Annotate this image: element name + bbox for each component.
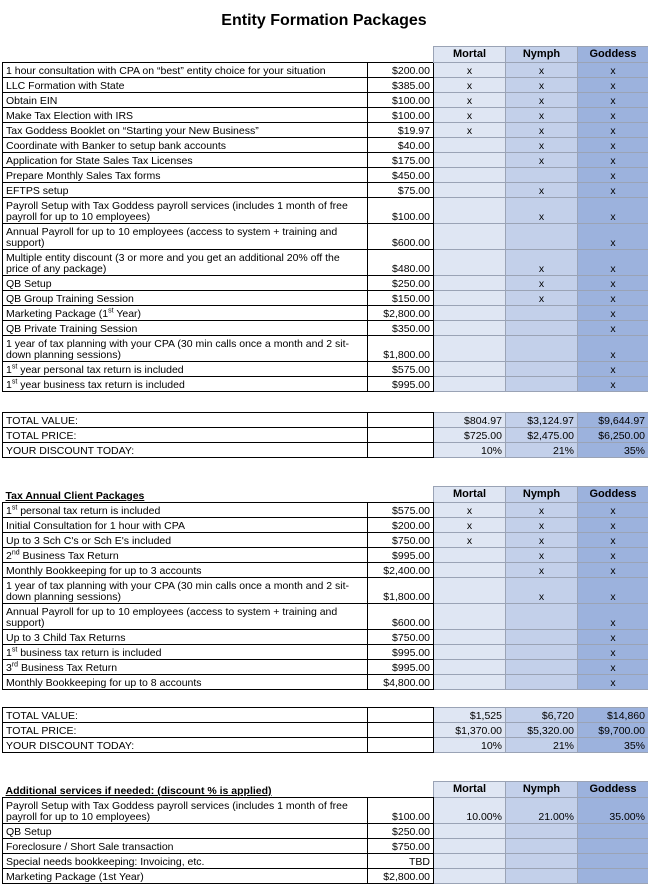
nymph-cell: x — [506, 138, 578, 153]
table-row — [3, 869, 648, 884]
table-row — [3, 108, 648, 123]
service-description: Annual Payroll for up to 10 employees (access to system + training and support) — [3, 224, 368, 250]
nymph-cell: x — [506, 578, 578, 604]
price-cell: $350.00 — [368, 321, 434, 336]
goddess-cell: x — [578, 250, 648, 276]
table-row — [3, 798, 648, 824]
table-row — [3, 78, 648, 93]
price-cell: $19.97 — [368, 123, 434, 138]
tax-totals-table — [2, 707, 648, 753]
mortal-total: $725.00 — [434, 428, 506, 443]
goddess-total: $9,700.00 — [578, 723, 648, 738]
service-description — [3, 377, 368, 392]
mortal-cell — [434, 645, 506, 660]
table-row — [3, 548, 648, 563]
nymph-cell — [506, 168, 578, 183]
table-row — [3, 675, 648, 690]
description-text: Marketing Package (1 — [6, 308, 109, 320]
service-description: QB Group Training Session — [3, 291, 368, 306]
goddess-cell: x — [578, 168, 648, 183]
table-row — [3, 224, 648, 250]
nymph-cell: x — [506, 123, 578, 138]
service-description: 1 hour consultation with CPA on “best” entity choice for your situation — [3, 63, 368, 78]
service-description — [3, 645, 368, 660]
description-text: 1 — [6, 505, 12, 517]
price-cell: TBD — [368, 854, 434, 869]
service-description: Application for State Sales Tax Licenses — [3, 153, 368, 168]
nymph-cell: x — [506, 250, 578, 276]
nymph-cell — [506, 604, 578, 630]
goddess-cell — [578, 869, 648, 884]
mortal-total: $1,370.00 — [434, 723, 506, 738]
goddess-cell: x — [578, 153, 648, 168]
price-cell: $2,400.00 — [368, 563, 434, 578]
mortal-cell — [434, 548, 506, 563]
table-row — [3, 839, 648, 854]
service-description: Annual Payroll for up to 10 employees (access to system + training and support) — [3, 604, 368, 630]
table-row — [3, 198, 648, 224]
nymph-cell: x — [506, 153, 578, 168]
mortal-cell — [434, 336, 506, 362]
price-cell: $175.00 — [368, 153, 434, 168]
goddess-cell: x — [578, 578, 648, 604]
price-cell: $750.00 — [368, 839, 434, 854]
service-description: Prepare Monthly Sales Tax forms — [3, 168, 368, 183]
goddess-cell: x — [578, 630, 648, 645]
ordinal-suffix: st — [108, 307, 114, 315]
table-row — [3, 362, 648, 377]
service-description: Foreclosure / Short Sale transaction — [3, 839, 368, 854]
price-cell: $100.00 — [368, 198, 434, 224]
mortal-cell — [434, 306, 506, 321]
mortal-cell — [434, 183, 506, 198]
header-spacer — [3, 47, 434, 63]
mortal-cell — [434, 377, 506, 392]
description-text: Year) — [113, 308, 142, 320]
service-description: Up to 3 Sch C's or Sch E's included — [3, 533, 368, 548]
mortal-cell — [434, 869, 506, 884]
table-row — [3, 578, 648, 604]
total-label: TOTAL VALUE: — [3, 413, 368, 428]
nymph-cell: x — [506, 548, 578, 563]
price-cell: $250.00 — [368, 276, 434, 291]
tax-packages-body — [3, 487, 648, 690]
goddess-cell: x — [578, 563, 648, 578]
mortal-cell — [434, 276, 506, 291]
price-cell: $995.00 — [368, 660, 434, 675]
mortal-total: 10% — [434, 443, 506, 458]
service-description: Tax Goddess Booklet on “Starting your New Business” — [3, 123, 368, 138]
goddess-total: 35% — [578, 443, 648, 458]
total-spacer — [368, 443, 434, 458]
table-row — [3, 153, 648, 168]
total-label: TOTAL PRICE: — [3, 428, 368, 443]
table-row — [3, 518, 648, 533]
total-label: TOTAL VALUE: — [3, 708, 368, 723]
column-header-goddess: Goddess — [578, 782, 648, 798]
mortal-cell — [434, 168, 506, 183]
goddess-cell — [578, 854, 648, 869]
mortal-cell: x — [434, 123, 506, 138]
entity-totals-table — [2, 412, 648, 458]
table-row — [3, 854, 648, 869]
nymph-cell — [506, 675, 578, 690]
table-row — [3, 503, 648, 518]
price-cell: $600.00 — [368, 224, 434, 250]
column-header-row — [3, 487, 648, 503]
section-title: Tax Annual Client Packages — [3, 487, 434, 503]
nymph-cell — [506, 660, 578, 675]
nymph-cell — [506, 321, 578, 336]
ordinal-suffix: st — [11, 646, 18, 654]
mortal-cell — [434, 198, 506, 224]
price-cell: $995.00 — [368, 548, 434, 563]
mortal-cell — [434, 630, 506, 645]
total-spacer — [368, 413, 434, 428]
table-row — [3, 604, 648, 630]
mortal-total: $1,525 — [434, 708, 506, 723]
description-text: 3 — [6, 662, 12, 674]
price-cell: $750.00 — [368, 533, 434, 548]
price-cell: $385.00 — [368, 78, 434, 93]
price-cell: $150.00 — [368, 291, 434, 306]
goddess-total: $14,860 — [578, 708, 648, 723]
service-description: Up to 3 Child Tax Returns — [3, 630, 368, 645]
mortal-total: 10% — [434, 738, 506, 753]
description-text: 1 — [6, 364, 12, 376]
service-description: QB Private Training Session — [3, 321, 368, 336]
goddess-cell: x — [578, 291, 648, 306]
description-text: personal tax return is included — [17, 505, 161, 517]
price-cell: $1,800.00 — [368, 578, 434, 604]
price-cell: $575.00 — [368, 362, 434, 377]
mortal-cell — [434, 224, 506, 250]
column-header-nymph: Nymph — [506, 487, 578, 503]
column-header-goddess: Goddess — [578, 47, 648, 63]
goddess-cell: x — [578, 63, 648, 78]
nymph-total: 21% — [506, 443, 578, 458]
service-description — [3, 660, 368, 675]
service-description — [3, 362, 368, 377]
nymph-cell: x — [506, 198, 578, 224]
price-cell: $100.00 — [368, 798, 434, 824]
table-row — [3, 276, 648, 291]
goddess-cell: x — [578, 533, 648, 548]
total-row — [3, 708, 648, 723]
price-cell: $1,800.00 — [368, 336, 434, 362]
mortal-cell: x — [434, 63, 506, 78]
goddess-cell: x — [578, 93, 648, 108]
nymph-cell: x — [506, 93, 578, 108]
table-row — [3, 336, 648, 362]
price-cell: $575.00 — [368, 503, 434, 518]
goddess-cell — [578, 824, 648, 839]
total-spacer — [368, 738, 434, 753]
goddess-cell: x — [578, 183, 648, 198]
nymph-cell — [506, 224, 578, 250]
page-title: Entity Formation Packages — [221, 12, 427, 29]
table-row — [3, 321, 648, 336]
description-text: 1 — [6, 647, 12, 659]
column-header-mortal: Mortal — [434, 487, 506, 503]
column-header-goddess: Goddess — [578, 487, 648, 503]
mortal-cell: x — [434, 518, 506, 533]
service-description: Monthly Bookkeeping for up to 3 accounts — [3, 563, 368, 578]
table-row — [3, 93, 648, 108]
mortal-cell — [434, 824, 506, 839]
service-description — [3, 503, 368, 518]
total-row — [3, 723, 648, 738]
table-row — [3, 824, 648, 839]
nymph-cell: x — [506, 291, 578, 306]
mortal-cell — [434, 854, 506, 869]
service-description: Payroll Setup with Tax Goddess payroll services (includes 1 month of free payroll for up to 10 employees) — [3, 198, 368, 224]
goddess-cell: x — [578, 123, 648, 138]
ordinal-suffix: st — [11, 378, 18, 386]
table-row — [3, 660, 648, 675]
goddess-cell: x — [578, 604, 648, 630]
nymph-cell — [506, 306, 578, 321]
section-title: Additional services if needed: (discount % is applied) — [3, 782, 434, 798]
nymph-cell — [506, 377, 578, 392]
nymph-cell — [506, 854, 578, 869]
mortal-cell — [434, 660, 506, 675]
ordinal-suffix: st — [11, 504, 18, 512]
service-description: LLC Formation with State — [3, 78, 368, 93]
table-row — [3, 306, 648, 321]
mortal-cell: 10.00% — [434, 798, 506, 824]
goddess-cell: x — [578, 362, 648, 377]
service-description: QB Setup — [3, 824, 368, 839]
goddess-total: $9,644.97 — [578, 413, 648, 428]
mortal-cell: x — [434, 108, 506, 123]
goddess-cell: x — [578, 138, 648, 153]
table-row — [3, 630, 648, 645]
service-description: Make Tax Election with IRS — [3, 108, 368, 123]
goddess-cell: x — [578, 675, 648, 690]
nymph-total: $6,720 — [506, 708, 578, 723]
goddess-cell: x — [578, 518, 648, 533]
mortal-cell — [434, 138, 506, 153]
description-text: Business Tax Return — [19, 550, 119, 562]
nymph-cell: x — [506, 533, 578, 548]
description-text: year personal tax return is included — [17, 364, 184, 376]
nymph-total: $5,320.00 — [506, 723, 578, 738]
nymph-cell: x — [506, 276, 578, 291]
mortal-cell — [434, 362, 506, 377]
total-row — [3, 738, 648, 753]
nymph-cell — [506, 362, 578, 377]
price-cell: $995.00 — [368, 377, 434, 392]
column-header-mortal: Mortal — [434, 782, 506, 798]
mortal-cell — [434, 839, 506, 854]
ordinal-suffix: rd — [11, 661, 19, 669]
mortal-cell: x — [434, 503, 506, 518]
mortal-cell — [434, 291, 506, 306]
price-cell: $200.00 — [368, 518, 434, 533]
service-description — [3, 548, 368, 563]
total-label: YOUR DISCOUNT TODAY: — [3, 443, 368, 458]
goddess-cell: x — [578, 78, 648, 93]
price-cell: $100.00 — [368, 93, 434, 108]
mortal-cell: x — [434, 93, 506, 108]
price-cell: $4,800.00 — [368, 675, 434, 690]
goddess-cell — [578, 839, 648, 854]
goddess-cell: x — [578, 198, 648, 224]
nymph-cell — [506, 336, 578, 362]
total-spacer — [368, 723, 434, 738]
column-header-nymph: Nymph — [506, 47, 578, 63]
table-row — [3, 563, 648, 578]
price-cell: $450.00 — [368, 168, 434, 183]
mortal-cell — [434, 153, 506, 168]
goddess-cell: x — [578, 548, 648, 563]
column-header-row — [3, 782, 648, 798]
total-label: TOTAL PRICE: — [3, 723, 368, 738]
description-text: 1 — [6, 379, 12, 391]
service-description: Payroll Setup with Tax Goddess payroll services (includes 1 month of free payroll for up to 10 employees) — [3, 798, 368, 824]
table-row — [3, 533, 648, 548]
goddess-cell: x — [578, 276, 648, 291]
mortal-cell — [434, 604, 506, 630]
entity-packages-table — [2, 46, 648, 392]
goddess-cell: x — [578, 660, 648, 675]
nymph-cell — [506, 824, 578, 839]
goddess-cell: x — [578, 321, 648, 336]
ordinal-suffix: nd — [11, 549, 20, 557]
service-description: Marketing Package (1st Year) — [3, 869, 368, 884]
column-header-nymph: Nymph — [506, 782, 578, 798]
price-cell: $200.00 — [368, 63, 434, 78]
total-label: YOUR DISCOUNT TODAY: — [3, 738, 368, 753]
mortal-cell — [434, 563, 506, 578]
tax-packages-table — [2, 486, 648, 690]
additional-services-body — [3, 782, 648, 884]
nymph-cell: x — [506, 518, 578, 533]
nymph-total: $3,124.97 — [506, 413, 578, 428]
tax-totals-body — [3, 708, 648, 753]
goddess-cell: x — [578, 224, 648, 250]
service-description: Monthly Bookkeeping for up to 8 accounts — [3, 675, 368, 690]
goddess-cell: x — [578, 377, 648, 392]
price-cell: $995.00 — [368, 645, 434, 660]
nymph-cell — [506, 630, 578, 645]
service-description: 1 year of tax planning with your CPA (30 min calls once a month and 2 sit-down planning sessions) — [3, 336, 368, 362]
price-cell: $750.00 — [368, 630, 434, 645]
nymph-total: $2,475.00 — [506, 428, 578, 443]
service-description: QB Setup — [3, 276, 368, 291]
additional-services-table — [2, 781, 648, 884]
nymph-cell: 21.00% — [506, 798, 578, 824]
goddess-total: $6,250.00 — [578, 428, 648, 443]
service-description: EFTPS setup — [3, 183, 368, 198]
total-spacer — [368, 428, 434, 443]
total-row — [3, 413, 648, 428]
nymph-total: 21% — [506, 738, 578, 753]
service-description: Multiple entity discount (3 or more and you get an additional 20% off the price of any package) — [3, 250, 368, 276]
table-row — [3, 123, 648, 138]
mortal-cell: x — [434, 533, 506, 548]
entity-totals-body — [3, 413, 648, 458]
service-description — [3, 306, 368, 321]
nymph-cell: x — [506, 78, 578, 93]
nymph-cell: x — [506, 108, 578, 123]
mortal-cell: x — [434, 78, 506, 93]
service-description: Coordinate with Banker to setup bank accounts — [3, 138, 368, 153]
goddess-total: 35% — [578, 738, 648, 753]
table-row — [3, 377, 648, 392]
total-spacer — [368, 708, 434, 723]
service-description: 1 year of tax planning with your CPA (30 min calls once a month and 2 sit-down planning sessions) — [3, 578, 368, 604]
goddess-cell: x — [578, 645, 648, 660]
description-text: business tax return is included — [17, 647, 162, 659]
description-text: Business Tax Return — [18, 662, 118, 674]
table-row — [3, 168, 648, 183]
mortal-total: $804.97 — [434, 413, 506, 428]
total-row — [3, 428, 648, 443]
goddess-cell: x — [578, 108, 648, 123]
goddess-cell: x — [578, 503, 648, 518]
mortal-cell — [434, 675, 506, 690]
service-description: Obtain EIN — [3, 93, 368, 108]
price-cell: $100.00 — [368, 108, 434, 123]
price-cell: $40.00 — [368, 138, 434, 153]
price-cell: $600.00 — [368, 604, 434, 630]
table-row — [3, 291, 648, 306]
price-cell: $480.00 — [368, 250, 434, 276]
nymph-cell: x — [506, 63, 578, 78]
table-row — [3, 63, 648, 78]
nymph-cell: x — [506, 503, 578, 518]
column-header-mortal: Mortal — [434, 47, 506, 63]
price-cell: $2,800.00 — [368, 306, 434, 321]
price-cell: $75.00 — [368, 183, 434, 198]
description-text: year business tax return is included — [17, 379, 185, 391]
price-cell: $250.00 — [368, 824, 434, 839]
nymph-cell: x — [506, 563, 578, 578]
price-cell: $2,800.00 — [368, 869, 434, 884]
mortal-cell — [434, 578, 506, 604]
nymph-cell — [506, 839, 578, 854]
table-row — [3, 138, 648, 153]
goddess-cell: 35.00% — [578, 798, 648, 824]
total-row — [3, 443, 648, 458]
service-description: Initial Consultation for 1 hour with CPA — [3, 518, 368, 533]
goddess-cell: x — [578, 336, 648, 362]
table-row — [3, 250, 648, 276]
nymph-cell: x — [506, 183, 578, 198]
entity-packages-body — [3, 47, 648, 392]
mortal-cell — [434, 321, 506, 336]
table-row — [3, 183, 648, 198]
column-header-row — [3, 47, 648, 63]
table-row — [3, 645, 648, 660]
mortal-cell — [434, 250, 506, 276]
ordinal-suffix: st — [11, 363, 18, 371]
goddess-cell: x — [578, 306, 648, 321]
description-text: 2 — [6, 550, 12, 562]
nymph-cell — [506, 869, 578, 884]
nymph-cell — [506, 645, 578, 660]
service-description: Special needs bookkeeping: Invoicing, etc. — [3, 854, 368, 869]
